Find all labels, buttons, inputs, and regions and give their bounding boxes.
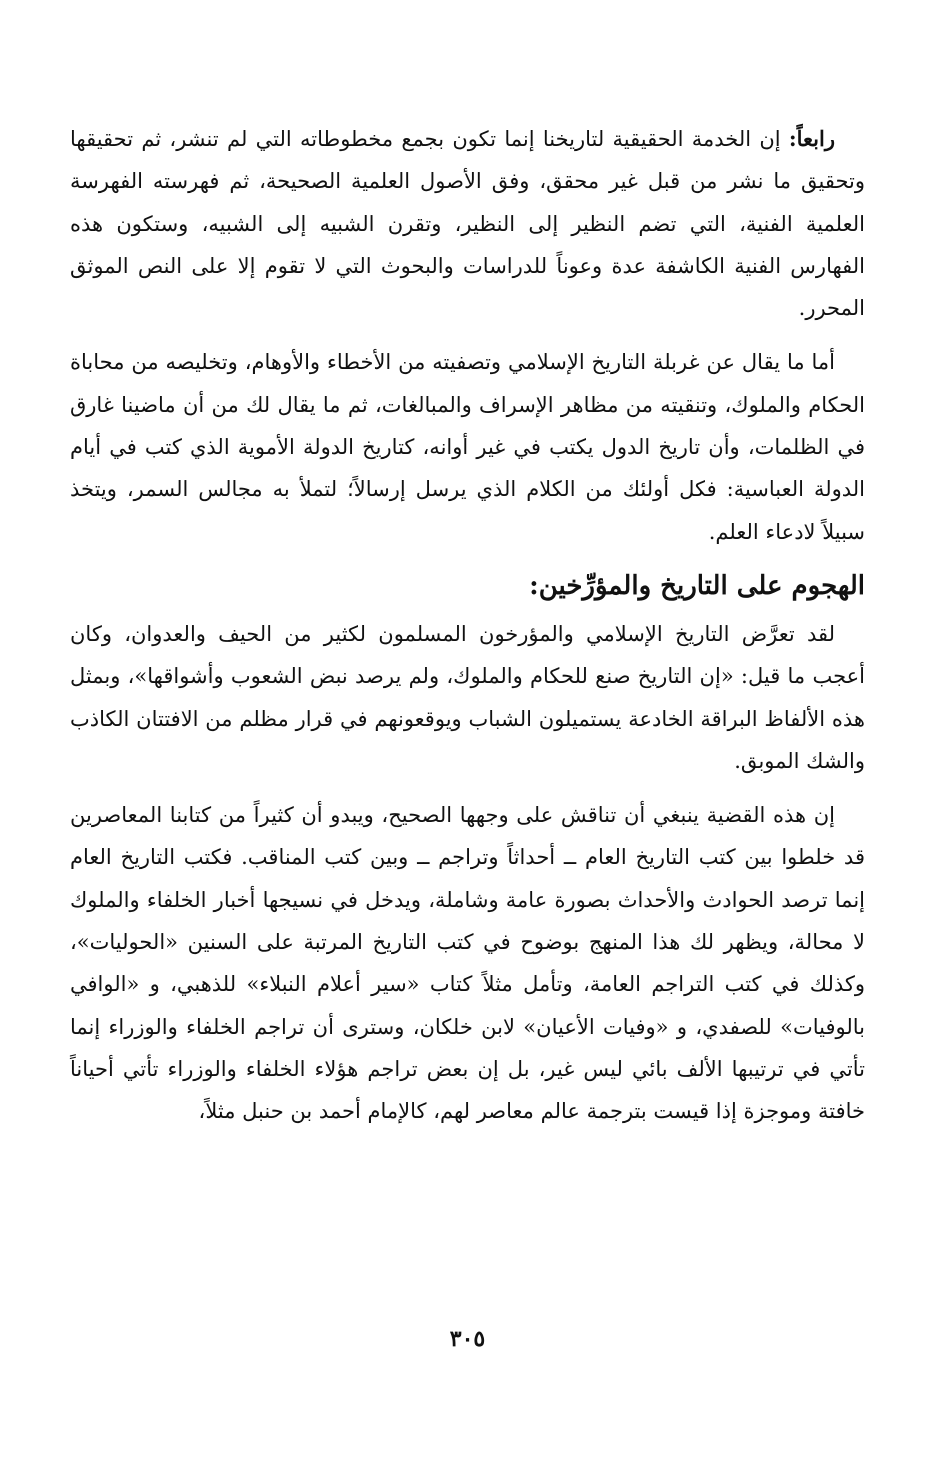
paragraph-1-text: إن الخدمة الحقيقية لتاريخنا إنما تكون بجمع مخطوطاته التي لم تنشر، ثم تحقيقها وتحقيق ما نشر من قبل غير محقق، وفق الأصول العلمية الصحيحة، ثم فهرسته الفهرسة العلمية الفنية، التي تضم النظير إلى النظير، وتقرن الشبيه إلى الشبيه، وستكون هذه الفهارس الفنية الكاشفة عدة وعوناً للدراسات والبحوث التي لا تقوم إلا على النص الموثق المحرر. — [70, 127, 865, 321]
page-number: ٣٠٥ — [449, 1326, 486, 1352]
paragraph-2: أما ما يقال عن غربلة التاريخ الإسلامي وتصفيته من الأخطاء والأوهام، وتخليصه من محاباة الحكام والملوك، وتنقيته من مظاهر الإسراف والمبالغات، ثم ما يقال لك من أن ماضينا غارق في الظلمات، وأن تاريخ الدول يكتب في غير أوانه، كتاريخ الدولة الأموية الذي كتب في أيام الدولة العباسية: فكل أولئك من الكلام الذي يرسل إرسالاً؛ لتملأ به مجالس السمر، ويتخذ سبيلاً لادعاء العلم. — [70, 350, 865, 544]
paragraph-1 — [70, 118, 865, 329]
paragraph-4: إن هذه القضية ينبغي أن تناقش على وجهها الصحيح، ويبدو أن كثيراً من كتابنا المعاصرين قد خلطوا بين كتب التاريخ العام ــ أحداثاً وتراجم ــ وبين كتب المناقب. فكتب التاريخ العام إنما ترصد الحوادث والأحداث بصورة عامة وشاملة، ويدخل في نسيجها أخبار الخلفاء والملوك لا محالة، ويظهر لك هذا المنهج بوضوح في كتب التاريخ المرتبة على السنين «الحوليات»، وكذلك في كتب التراجم العامة، وتأمل مثلاً كتاب «سير أعلام النبلاء» للذهبي، و «الوافي بالوفيات» للصفدي، و «وفيات الأعيان» لابن خلكان، وسترى أن تراجم الخلفاء والوزراء إنما تأتي في ترتيبها الألف بائي ليس غير، بل إن بعض تراجم هؤلاء الخلفاء والوزراء تأتي أحياناً خافتة وموجزة إذا قيست بترجمة عالم معاصر لهم، كالإمام أحمد بن حنبل مثلاً، — [70, 803, 865, 1124]
page-body — [70, 118, 865, 1145]
paragraph-1-lead: رابعاً: — [788, 126, 835, 151]
section-heading: الهجوم على التاريخ والمؤرِّخين: — [529, 570, 865, 601]
paragraph-3: لقد تعرَّض التاريخ الإسلامي والمؤرخون المسلمون لكثير من الحيف والعدوان، وكان أعجب ما قيل: «إن التاريخ صنع للحكام والملوك، ولم يرصد نبض الشعوب وأشواقها»، وبمثل هذه الألفاظ البراقة الخادعة يستميلون الشباب ويوقعونهم في قرار مظلم من الافتتان الكاذب والشك الموبق. — [70, 621, 865, 773]
